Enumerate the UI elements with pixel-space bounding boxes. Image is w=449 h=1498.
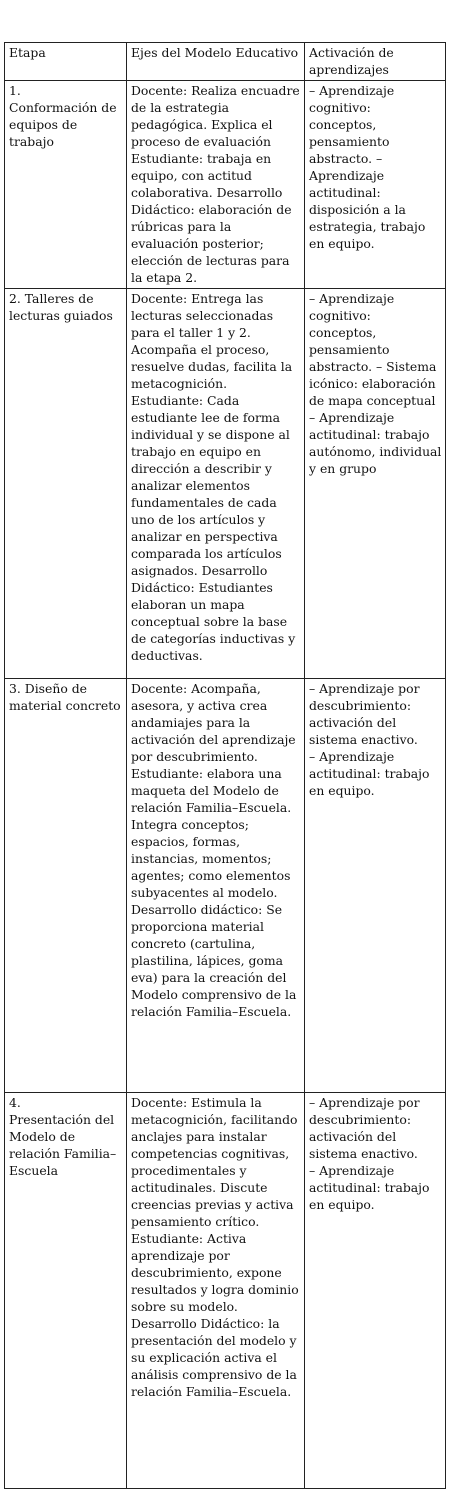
header-activacion: Activación de aprendizajes (305, 43, 446, 81)
table-row (5, 679, 446, 1093)
activacion-cell: – Aprendizaje cognitivo: conceptos, pensamiento abstracto. – Aprendizaje actitudinal: disposición a la estrategia, trabajo en equipo. (305, 81, 446, 289)
etapa-cell: 2. Talleres de lecturas guiados (5, 289, 127, 679)
table-row (5, 1093, 446, 1489)
table-row (5, 81, 446, 289)
activacion-cell: – Aprendizaje cognitivo: conceptos, pensamiento abstracto. – Sistema icónico: elaboración de mapa conceptual – Aprendizaje actitudinal: trabajo autónomo, individual y en grupo (305, 289, 446, 679)
table-header-row (5, 43, 446, 81)
etapa-cell: 1. Conformación de equipos de trabajo (5, 81, 127, 289)
ejes-cell: Docente: Estimula la metacognición, facilitando anclajes para instalar competencias cognitivas, procedimentales y actitudinales. Discute creencias previas y activa pensamiento crítico. Estudiante: Activa aprendizaje por descubrimiento, expone resultados y logra dominio sobre su modelo. Desarrollo Didáctico: la presentación del modelo y su explicación activa el análisis comprensivo de la relación Familia–Escuela. (127, 1093, 305, 1489)
header-ejes: Ejes del Modelo Educativo (127, 43, 305, 81)
ejes-cell: Docente: Acompaña, asesora, y activa crea andamiajes para la activación del aprendizaje por descubrimiento. Estudiante: elabora una maqueta del Modelo de relación Familia–Escuela. Integra conceptos; espacios, formas, instancias, momentos; agentes; como elementos subyacentes al modelo. Desarrollo didáctico: Se proporciona material concreto (cartulina, plastilina, lápices, goma eva) para la creación del Modelo comprensivo de la relación Familia–Escuela. (127, 679, 305, 1093)
stages-table (4, 42, 446, 1489)
ejes-cell: Docente: Entrega las lecturas seleccionadas para el taller 1 y 2. Acompaña el proceso, resuelve dudas, facilita la metacognición. Estudiante: Cada estudiante lee de forma individual y se dispone al trabajo en equipo en dirección a describir y analizar elementos fundamentales de cada uno de los artículos y analizar en perspectiva comparada los artículos asignados. Desarrollo Didáctico: Estudiantes elaboran un mapa conceptual sobre la base de categorías inductivas y deductivas. (127, 289, 305, 679)
activacion-cell: – Aprendizaje por descubrimiento: activación del sistema enactivo. – Aprendizaje actitudinal: trabajo en equipo. (305, 1093, 446, 1489)
etapa-cell: 3. Diseño de material concreto (5, 679, 127, 1093)
etapa-cell: 4. Presentación del Modelo de relación Familia–Escuela (5, 1093, 127, 1489)
activacion-cell: – Aprendizaje por descubrimiento: activación del sistema enactivo. – Aprendizaje actitudinal: trabajo en equipo. (305, 679, 446, 1093)
header-etapa: Etapa (5, 43, 127, 81)
ejes-cell: Docente: Realiza encuadre de la estrategia pedagógica. Explica el proceso de evaluación Estudiante: trabaja en equipo, con actitud colaborativa. Desarrollo Didáctico: elaboración de rúbricas para la evaluación posterior; elección de lecturas para la etapa 2. (127, 81, 305, 289)
table-row (5, 289, 446, 679)
